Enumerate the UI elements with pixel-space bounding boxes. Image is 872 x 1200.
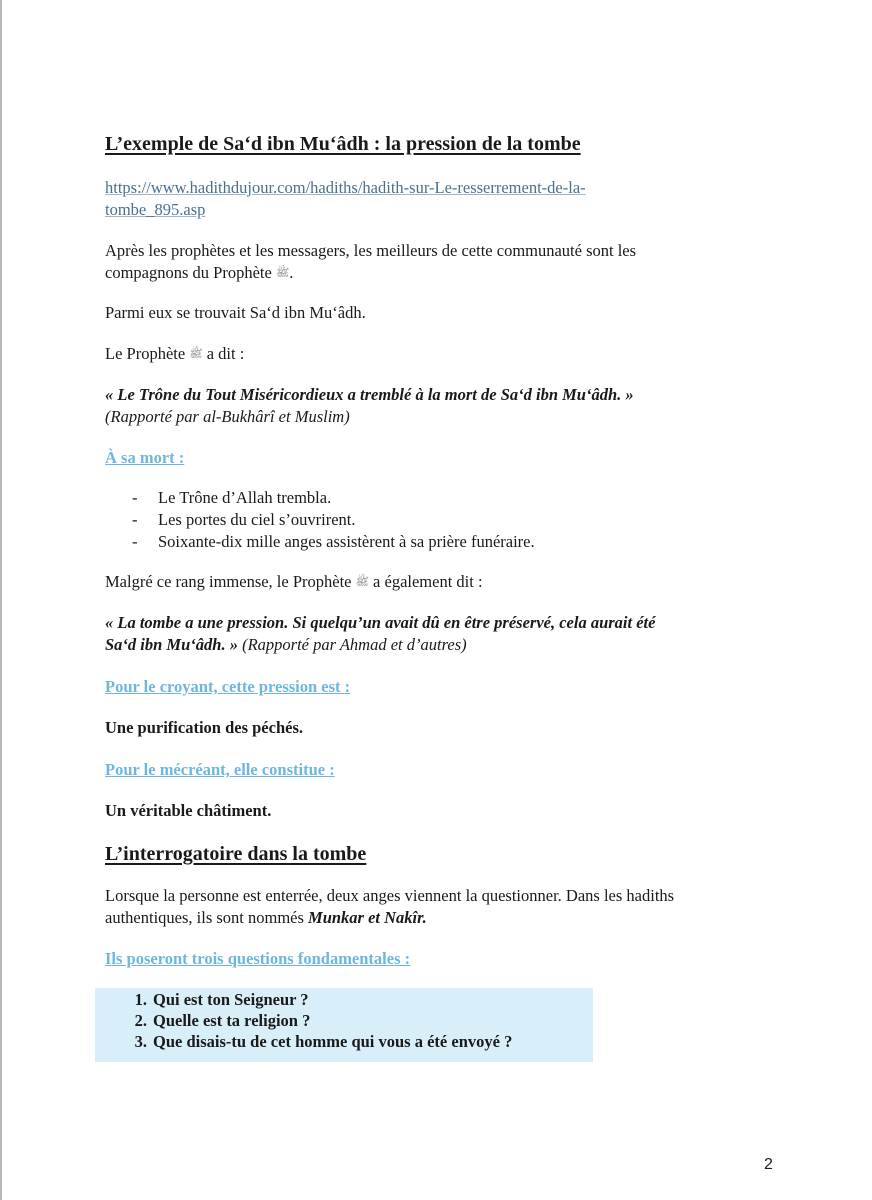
list-item-text: Soixante-dix mille anges assistèrent à sa prière funéraire. — [158, 532, 535, 551]
hadith-source-1: (Rapporté par al-Bukhârî et Muslim) — [105, 407, 350, 426]
question-text: Quelle est ta religion ? — [153, 1011, 311, 1030]
list-number: 3. — [134, 1032, 147, 1051]
questions-heading: Ils poseront trois questions fondamentales : — [105, 949, 411, 968]
questions-highlight-box — [95, 988, 593, 1062]
source-link-line-2[interactable]: tombe_895.asp — [105, 200, 206, 219]
believer-heading: Pour le croyant, cette pression est : — [105, 677, 351, 696]
pbuh-icon: ﷺ — [355, 576, 369, 588]
section-title: L’exemple de Sa‘d ibn Mu‘âdh : la pression de la tombe — [105, 133, 581, 155]
despite-line — [105, 571, 483, 593]
question-text: Qui est ton Seigneur ? — [153, 990, 309, 1009]
list-number: 2. — [134, 1011, 147, 1030]
hadith-quote-2-line-1: « La tombe a une pression. Si quelqu’un avait dû en être préservé, cela aurait été — [105, 613, 656, 632]
interrogation-line-2 — [105, 907, 427, 929]
list-item-text: Les portes du ciel s’ouvrirent. — [158, 510, 356, 529]
angel-names: Munkar et Nakîr. — [308, 908, 427, 927]
bullet-dash: - — [132, 488, 138, 507]
bullet-dash: - — [132, 510, 138, 529]
believer-text: Une purification des péchés. — [105, 718, 303, 737]
list-number: 1. — [134, 990, 147, 1009]
intro-end: . — [289, 263, 294, 282]
disbeliever-heading: Pour le mécréant, elle constitue : — [105, 760, 335, 779]
intro-text: compagnons du Prophète — [105, 263, 272, 282]
interrogation-text: authentiques, ils sont nommés — [105, 908, 304, 927]
paragraph-parmi: Parmi eux se trouvait Sa‘d ibn Mu‘âdh. — [105, 303, 366, 322]
hadith-source-2: (Rapporté par Ahmad et d’autres) — [242, 635, 467, 654]
disbeliever-text: Un véritable châtiment. — [105, 801, 272, 820]
pbuh-icon: ﷺ — [275, 267, 290, 279]
despite-text: Malgré ce rang immense, le Prophète — [105, 572, 352, 591]
question-text: Que disais-tu de cet homme qui vous a été envoyé ? — [153, 1032, 513, 1051]
list-item-text: Le Trône d’Allah trembla. — [158, 488, 332, 507]
hadith-quote-2-end: Sa‘d ibn Mu‘âdh. » — [105, 635, 238, 654]
page-left-edge — [0, 0, 2, 1200]
prophet-said — [105, 343, 244, 365]
section-title-2: L’interrogatoire dans la tombe — [105, 843, 367, 865]
death-heading: À sa mort : — [105, 448, 185, 467]
source-link-line-1[interactable]: https://www.hadithdujour.com/hadiths/hadith-sur-Le-resserrement-de-la- — [105, 178, 586, 197]
prophet-said-text: Le Prophète — [105, 344, 186, 363]
hadith-quote-1: « Le Trône du Tout Miséricordieux a tremblé à la mort de Sa‘d ibn Mu‘âdh. » — [105, 385, 634, 404]
despite-end: a également dit : — [373, 572, 483, 591]
prophet-said-end: a dit : — [206, 344, 245, 363]
interrogation-line-1: Lorsque la personne est enterrée, deux anges viennent la questionner. Dans les hadiths — [105, 886, 675, 905]
pbuh-icon: ﷺ — [189, 348, 203, 360]
intro-line-2 — [105, 262, 293, 284]
hadith-quote-2-line-2 — [105, 634, 467, 656]
page-number: 2 — [764, 1156, 773, 1173]
bullet-dash: - — [132, 532, 138, 551]
intro-line-1: Après les prophètes et les messagers, les meilleurs de cette communauté sont les — [105, 241, 637, 260]
